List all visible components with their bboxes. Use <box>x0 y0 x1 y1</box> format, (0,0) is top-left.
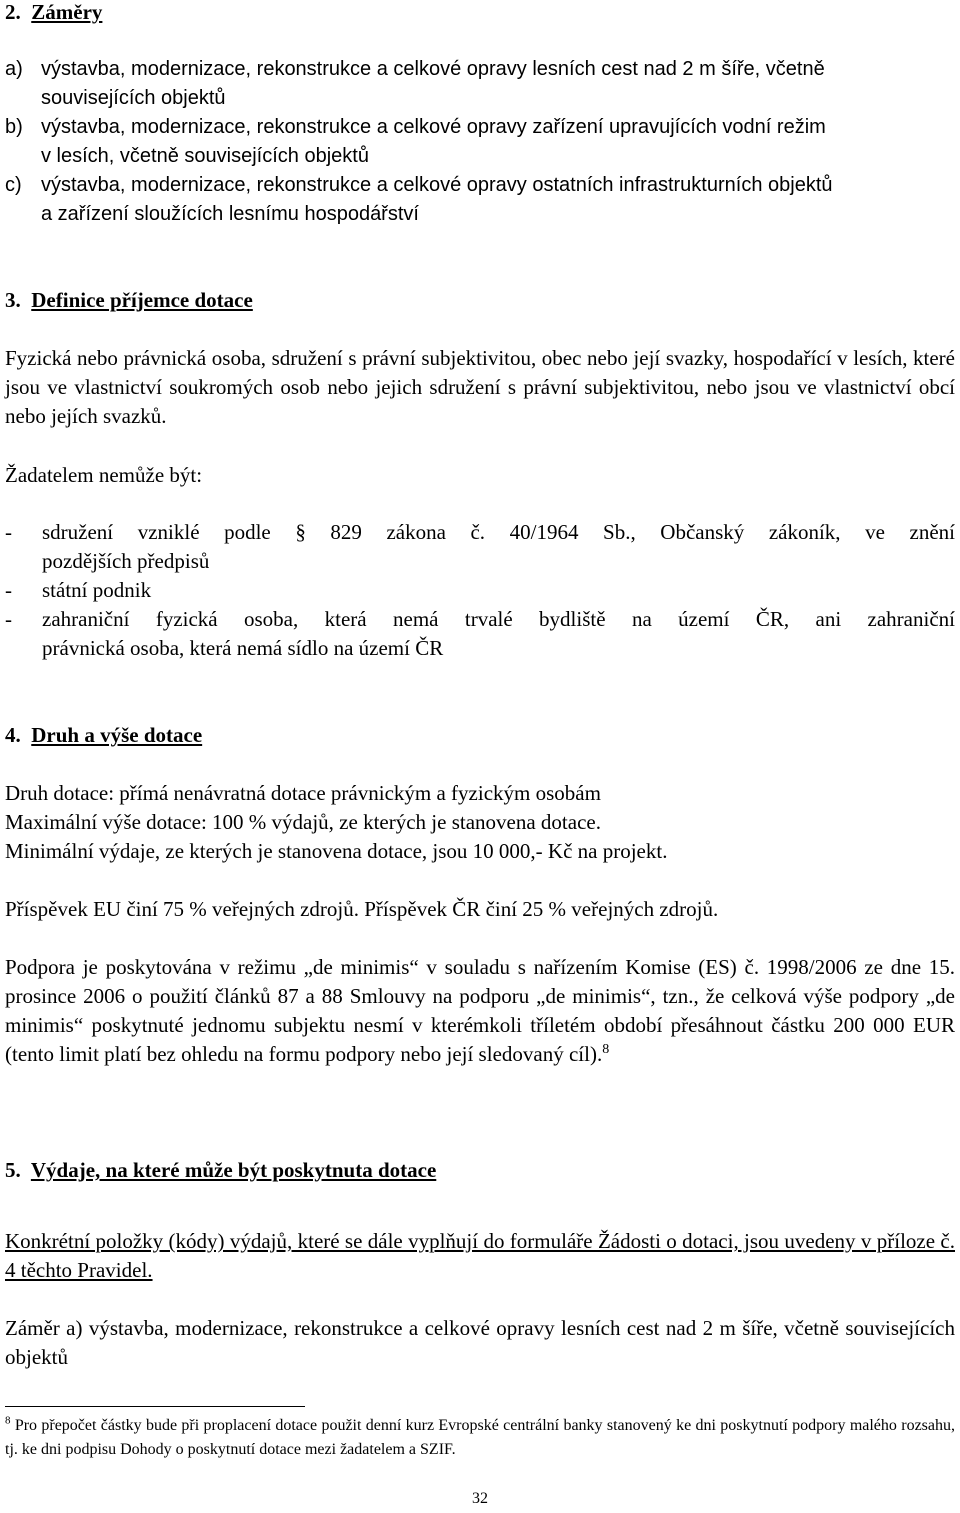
section-4-number: 4. <box>5 723 21 747</box>
item-b-label: b) <box>5 116 23 138</box>
cannot-be-label: Žadatelem nemůže být: <box>5 463 203 487</box>
section-3-heading <box>5 286 955 315</box>
section-2-number: 2. <box>5 0 21 24</box>
list-item-1-line2: pozdějších předpisů <box>42 549 210 573</box>
item-a-label: a) <box>5 58 23 80</box>
section-5-heading <box>5 1156 955 1185</box>
min-expense-line: Minimální výdaje, ze kterých je stanovena dotace, jsou 10 000,- Kč na projekt. <box>5 839 668 863</box>
zamer-a-line: Záměr a) výstavba, modernizace, rekonstrukce a celkové opravy lesních cest nad 2 m šíře, včetně souvisejících objektů <box>5 1316 955 1369</box>
item-c-label: c) <box>5 174 22 196</box>
section-2-title: Záměry <box>31 0 103 24</box>
item-c-line1: výstavba, modernizace, rekonstrukce a celkové opravy ostatních infrastrukturních objektů <box>41 174 833 196</box>
section-3-number: 3. <box>5 288 21 312</box>
list-dash-2: - <box>5 578 12 602</box>
contribution-line: Příspěvek EU činí 75 % veřejných zdrojů. Příspěvek ČR činí 25 % veřejných zdrojů. <box>5 897 719 921</box>
list-item-1-line1: sdružení vzniklé podle § 829 zákona č. 40/1964 Sb., Občanský zákoník, ve znění <box>42 520 955 544</box>
section-4-title: Druh a výše dotace <box>31 723 203 747</box>
section-5-title: Výdaje, na které může být poskytnuta dotace <box>30 1158 437 1182</box>
item-b-line1: výstavba, modernizace, rekonstrukce a celkové opravy zařízení upravujících vodní režim <box>41 116 826 138</box>
section-5-number: 5. <box>5 1158 21 1182</box>
list-dash-1: - <box>5 520 12 544</box>
section-4-heading <box>5 721 955 750</box>
footnote-8 <box>5 1414 955 1462</box>
footnote-text: Pro přepočet částky bude při proplacení dotace použit denní kurz Evropské centrální banky stanovený ke dni poskytnutí podpory malého rozsahu, tj. ke dni podpisu Dohody o poskytnutí dotace mezi žadatelem a SZIF. <box>5 1417 955 1458</box>
section-3-title: Definice příjemce dotace <box>31 288 253 312</box>
max-subsidy-line: Maximální výše dotace: 100 % výdajů, ze kterých je stanovena dotace. <box>5 810 601 834</box>
de-minimis-paragraph <box>5 953 955 1069</box>
recipient-definition-paragraph: Fyzická nebo právnická osoba, sdružení s právní subjektivitou, obec nebo její svazky, hospodařící v lesích, které jsou ve vlastnictví soukromých osob nebo jejich sdružení s právní subjektivitou, nebo jsou ve vlastnictví obcí nebo jejích svazků. <box>5 346 955 428</box>
item-b-line2: v lesích, včetně souvisejících objektů <box>41 145 369 167</box>
de-minimis-text: Podpora je poskytována v režimu „de minimis“ v souladu s nařízením Komise (ES) č. 1998/2006 ze dne 15. prosince 2006 o použití článků 87 a 88 Smlouvy na podporu „de minimis“, tzn., že celková výše podpory „de minimis“ poskytnuté jednomu subjektu nesmí v kterémkoli tříletém období přesáhnout částku 200 000 EUR (tento limit platí bez ohledu na formu podpory nebo její sledovaný cíl). <box>5 955 955 1066</box>
list-item-3-line1: zahraniční fyzická osoba, která nemá trvalé bydliště na území ČR, ani zahraniční <box>42 607 955 631</box>
list-item-3-line2: právnická osoba, která nemá sídlo na území ČR <box>42 636 444 660</box>
footnote-ref-8: 8 <box>602 1042 610 1057</box>
item-a-line1: výstavba, modernizace, rekonstrukce a celkové opravy lesních cest nad 2 m šíře, včetně <box>41 58 825 80</box>
expense-items-intro: Konkrétní položky (kódy) výdajů, které se dále vyplňují do formuláře Žádosti o dotaci, jsou uvedeny v příloze č. 4 těchto Pravidel. <box>5 1229 955 1282</box>
item-a-line2: souvisejících objektů <box>41 87 226 109</box>
subsidy-type-line: Druh dotace: přímá nenávratná dotace právnickým a fyzickým osobám <box>5 781 601 805</box>
list-dash-3: - <box>5 607 12 631</box>
page-number: 32 <box>472 1490 488 1507</box>
footnote-mark: 8 <box>5 1414 11 1427</box>
item-c-line2: a zařízení sloužících lesnímu hospodářství <box>41 203 419 225</box>
list-item-2-line1: státní podnik <box>42 578 152 602</box>
footnote-separator <box>5 1406 305 1407</box>
section-2-heading <box>5 0 955 27</box>
